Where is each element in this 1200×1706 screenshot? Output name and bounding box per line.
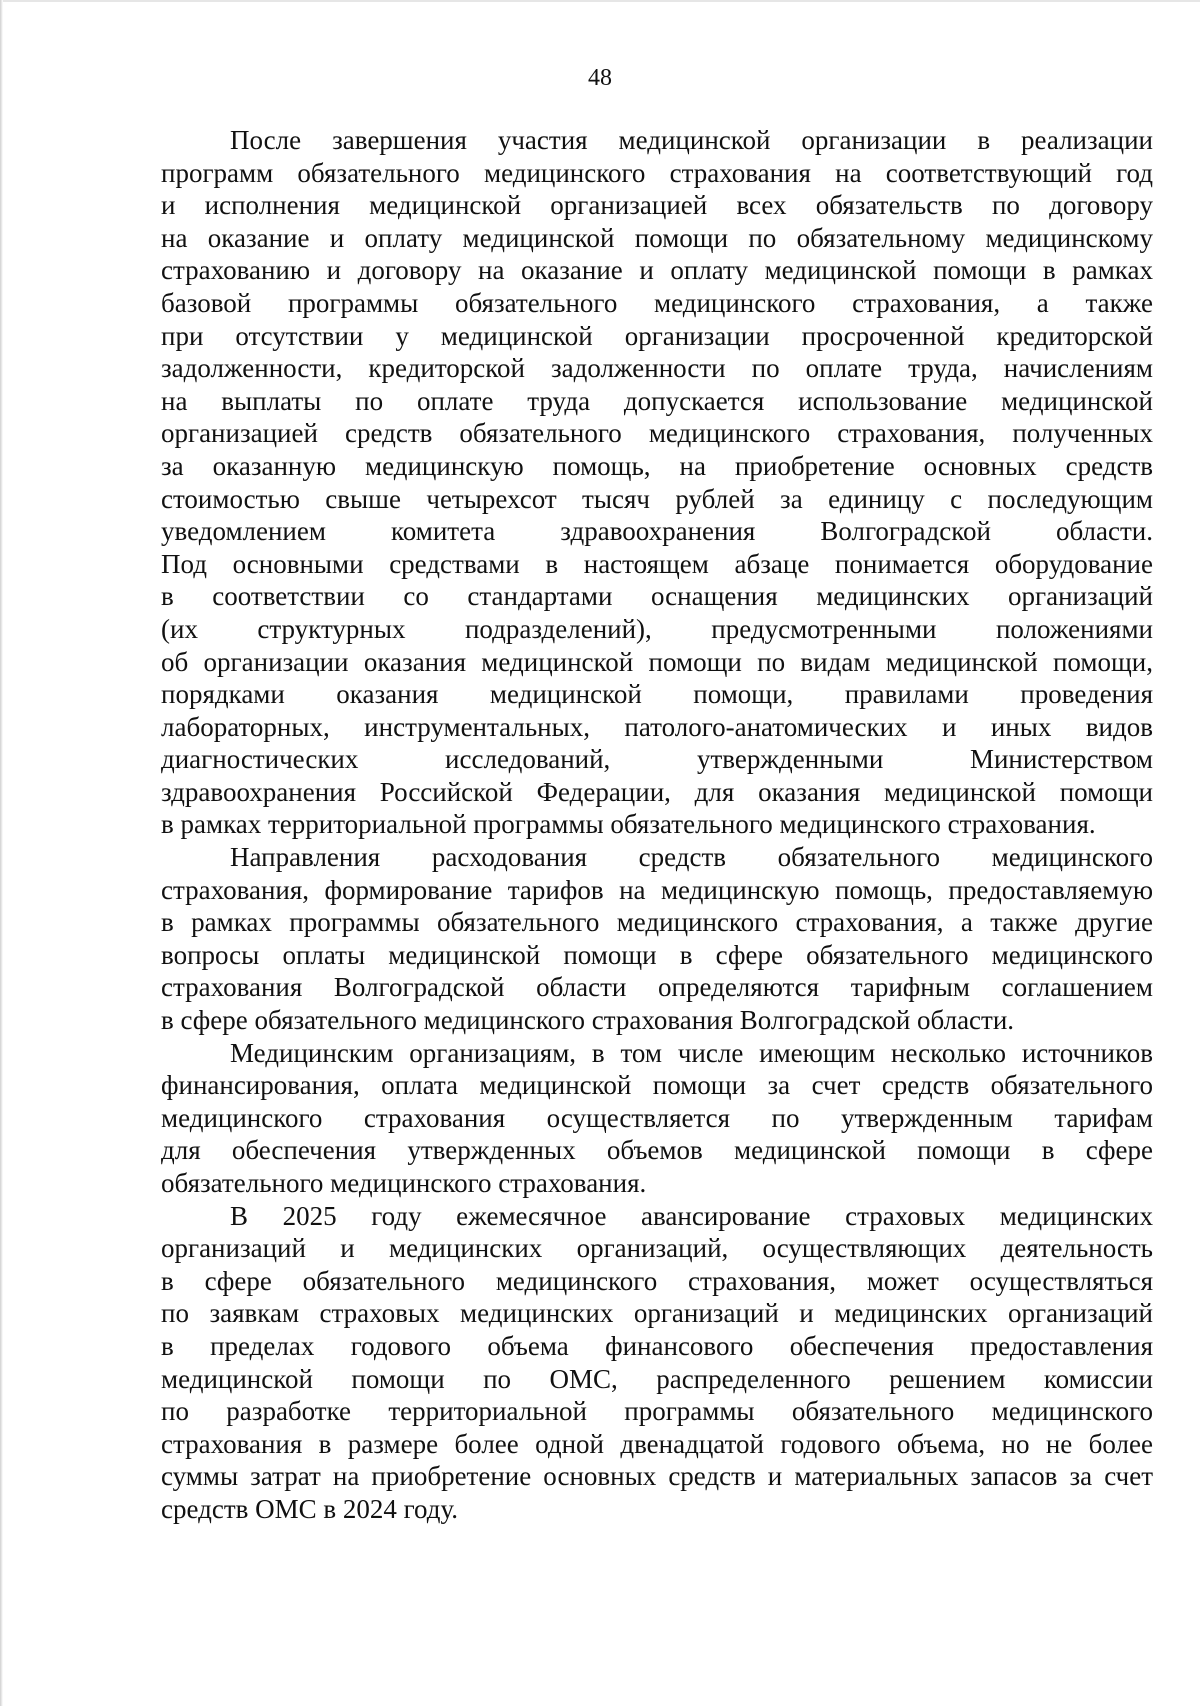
text-line: В 2025 году ежемесячное авансирование страховых медицинских: [230, 1200, 1153, 1231]
paragraph-4: [161, 1200, 1153, 1526]
text-line: обязательного медицинского страхования.: [161, 1168, 647, 1198]
text-line: об организации оказания медицинской помощи по видам медицинской помощи,: [161, 646, 1153, 677]
paragraph-2: [161, 841, 1153, 1037]
text-line: в рамках программы обязательного медицинского страхования, а также другие: [161, 907, 1153, 938]
text-line: Под основными средствами в настоящем абзаце понимается оборудование: [161, 548, 1153, 579]
text-line: страхованию и договору на оказание и оплату медицинской помощи в рамках: [161, 255, 1153, 286]
text-line: на оказание и оплату медицинской помощи по обязательному медицинскому: [161, 222, 1153, 253]
text-line: порядками оказания медицинской помощи, правилами проведения: [161, 679, 1153, 710]
text-line: здравоохранения Российской Федерации, для оказания медицинской помощи: [161, 776, 1153, 807]
text-line: лабораторных, инструментальных, патолого-анатомических и иных видов: [161, 711, 1153, 742]
text-line: медицинского страхования осуществляется по утвержденным тарифам: [161, 1102, 1153, 1133]
text-line: базовой программы обязательного медицинского страхования, а также: [161, 287, 1153, 318]
text-line: суммы затрат на приобретение основных средств и материальных запасов за счет: [161, 1461, 1153, 1492]
text-line: Медицинским организациям, в том числе имеющим несколько источников: [230, 1037, 1153, 1068]
text-line: вопросы оплаты медицинской помощи в сфере обязательного медицинского: [161, 939, 1153, 970]
text-line: средств ОМС в 2024 году.: [161, 1493, 459, 1524]
page-number: 48: [588, 65, 612, 91]
scan-edge-left: [0, 0, 3, 1706]
text-line: в пределах годового объема финансового обеспечения предоставления: [161, 1330, 1153, 1361]
text-line: в сфере обязательного медицинского страхования, может осуществляться: [161, 1265, 1153, 1296]
text-line: страхования Волгоградской области определяются тарифным соглашением: [161, 972, 1153, 1003]
text-line: организаций и медицинских организаций, осуществляющих деятельность: [161, 1233, 1153, 1264]
paragraph-1: [161, 124, 1153, 841]
text-line: для обеспечения утвержденных объемов медицинской помощи в сфере: [161, 1135, 1153, 1166]
text-line: После завершения участия медицинской организации в реализации: [230, 125, 1153, 155]
text-line: на выплаты по оплате труда допускается использование медицинской: [161, 385, 1153, 416]
text-line: по заявкам страховых медицинских организаций и медицинских организаций: [161, 1298, 1153, 1329]
text-line: Направления расходования средств обязательного медицинского: [230, 842, 1153, 873]
text-line: и исполнения медицинской организацией всех обязательств по договору: [161, 190, 1153, 221]
text-line: диагностических исследований, утвержденными Министерством: [161, 744, 1153, 775]
text-line: страхования в размере более одной двенадцатой годового объема, но не более: [161, 1428, 1153, 1459]
text-line: медицинской помощи по ОМС, распределенного решением комиссии: [161, 1363, 1153, 1394]
text-line: задолженности, кредиторской задолженности по оплате труда, начислениям: [161, 353, 1153, 384]
document-body: [161, 124, 1153, 1526]
text-line: финансирования, оплата медицинской помощи за счет средств обязательного: [161, 1070, 1153, 1101]
text-line: в соответствии со стандартами оснащения медицинских организаций: [161, 581, 1153, 612]
text-line: при отсутствии у медицинской организации просроченной кредиторской: [161, 320, 1153, 351]
text-line: за оказанную медицинскую помощь, на приобретение основных средств: [161, 450, 1153, 481]
text-line: страхования, формирование тарифов на медицинскую помощь, предоставляемую: [161, 874, 1153, 905]
text-line: по разработке территориальной программы обязательного медицинского: [161, 1396, 1153, 1427]
text-line: программ обязательного медицинского страхования на соответствующий год: [161, 157, 1153, 188]
paragraph-3: [161, 1037, 1153, 1200]
text-line: (их структурных подразделений), предусмотренными положениями: [161, 613, 1153, 644]
text-line: уведомлением комитета здравоохранения Волгоградской области.: [161, 516, 1153, 547]
text-line: организацией средств обязательного медицинского страхования, полученных: [161, 418, 1153, 449]
text-line: в сфере обязательного медицинского страхования Волгоградской области.: [161, 1005, 1015, 1036]
scan-edge-top: [0, 0, 1200, 2]
text-line: стоимостью свыше четырехсот тысяч рублей за единицу с последующим: [161, 483, 1153, 514]
text-line: в рамках территориальной программы обязательного медицинского страхования.: [161, 809, 1096, 840]
